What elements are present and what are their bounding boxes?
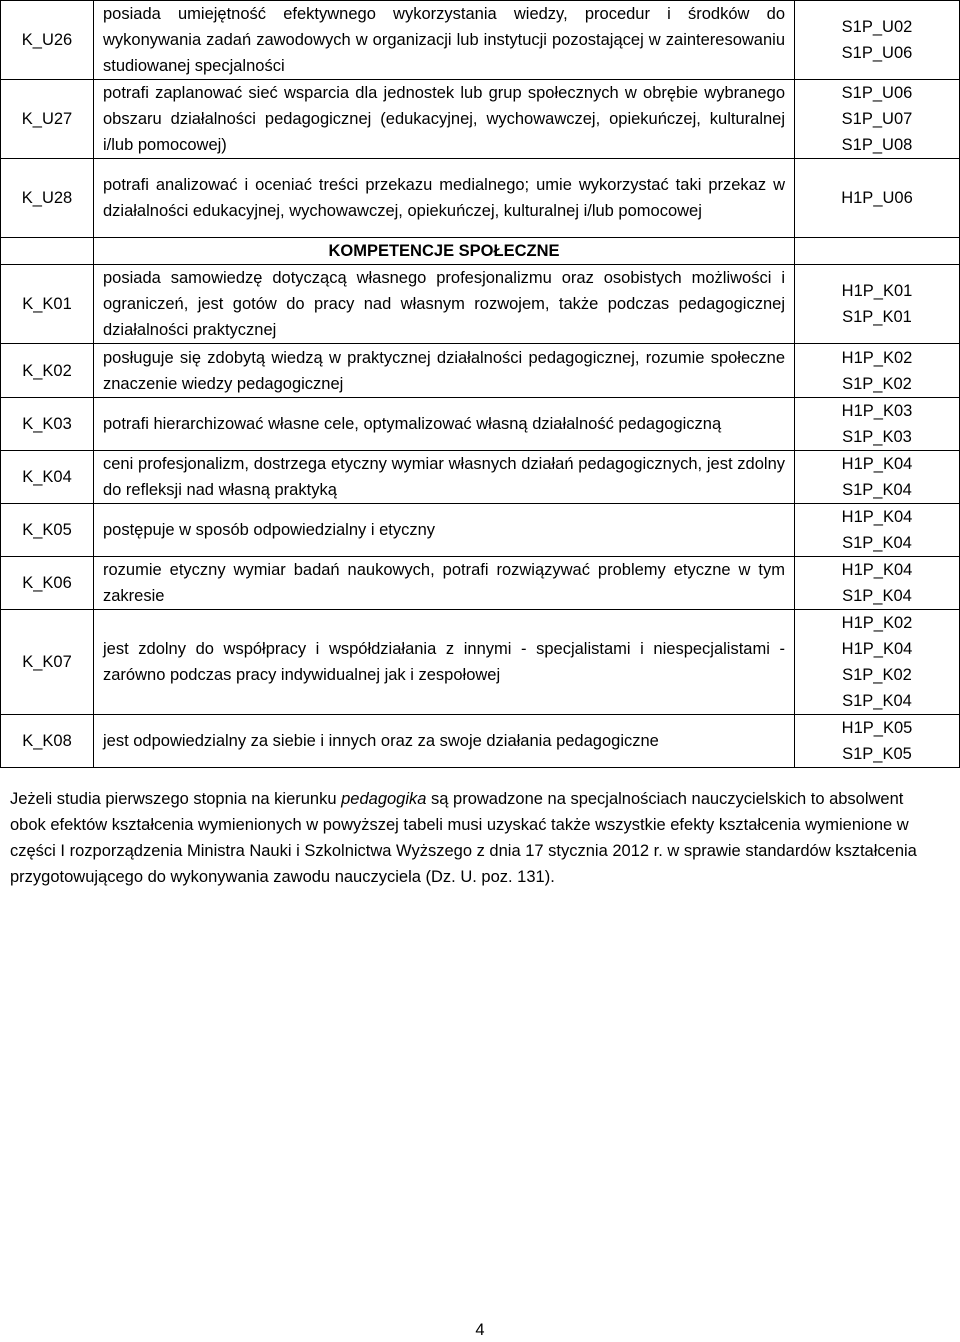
table-row [1,344,960,398]
outcome-description: posiada umiejętność efektywnego wykorzystania wiedzy, procedur i środków do wykonywania zadań zawodowych w organizacji lub instytucji pozostającej w zainteresowaniu studiowanej specjalności [94,1,795,80]
outcome-references [795,557,960,610]
outcome-references [795,610,960,715]
outcome-description: posługuje się zdobytą wiedzą w praktycznej działalności pedagogicznej, rozumie społeczne znaczenie wiedzy pedagogicznej [94,344,795,398]
outcome-description: ceni profesjonalizm, dostrzega etyczny wymiar własnych działań pedagogicznych, jest zdolny do refleksji nad własną praktyką [94,451,795,504]
outcome-code: K_K05 [1,504,94,557]
reference-code: S1P_K02 [842,666,912,684]
table-row [1,1,960,80]
reference-code: H1P_K01 [841,282,913,300]
reference-code: S1P_K03 [842,428,912,446]
outcome-description: potrafi hierarchizować własne cele, optymalizować własną działalność pedagogiczną [94,398,795,451]
note-emphasis: pedagogika [341,790,427,808]
outcome-code: K_K04 [1,451,94,504]
reference-code: S1P_U02 [841,18,913,36]
table-row [1,398,960,451]
note-text-before: Jeżeli studia pierwszego stopnia na kierunku [10,790,342,808]
outcome-references [795,398,960,451]
outcome-description: jest odpowiedzialny za siebie i innych oraz za swoje działania pedagogiczne [94,715,795,768]
reference-code: S1P_K04 [842,692,912,710]
outcome-code: K_U26 [1,1,94,80]
reference-code: S1P_U08 [841,136,913,154]
outcome-code: K_K07 [1,610,94,715]
outcome-code: K_U27 [1,80,94,159]
reference-code: S1P_K04 [842,481,912,499]
table-row [1,159,960,238]
reference-code: S1P_K01 [842,308,912,326]
outcome-description: posiada samowiedzę dotyczącą własnego profesjonalizmu oraz osobistych możliwości i ograniczeń, jest gotów do pracy nad własnym rozwojem, także podczas pedagogicznej działalności praktycznej [94,265,795,344]
table-row [1,265,960,344]
reference-code: H1P_K04 [841,455,913,473]
reference-code: S1P_K05 [842,745,912,763]
outcome-code: K_U28 [1,159,94,238]
outcome-description: potrafi analizować i oceniać treści przekazu medialnego; umie wykorzystać taki przekaz w działalności edukacyjnej, wychowawczej, opiekuńczej, kulturalnej i/lub pomocowej [94,159,795,238]
reference-code: H1P_K04 [841,640,913,658]
outcome-references [795,715,960,768]
outcome-description: jest zdolny do współpracy i współdziałania z innymi - specjalistami i niespecjalistami - zarówno podczas pracy indywidualnej jak i zespołowej [94,610,795,715]
reference-code: H1P_K04 [841,508,913,526]
reference-code: S1P_U07 [841,110,913,128]
reference-code: H1P_U06 [841,189,913,207]
reference-code: S1P_K04 [842,534,912,552]
reference-code: H1P_K02 [841,348,913,367]
reference-code: S1P_K02 [842,374,912,393]
outcome-references [795,344,960,398]
outcome-references [795,159,960,238]
outcome-code: K_K06 [1,557,94,610]
empty-cell [795,238,960,265]
teacher-specialization-note [10,786,940,890]
outcome-code: K_K02 [1,344,94,398]
page-number: 4 [475,1321,485,1339]
table-row [1,557,960,610]
table-row [1,504,960,557]
outcome-references [795,1,960,80]
reference-code: S1P_K04 [842,587,912,605]
outcome-code: K_K01 [1,265,94,344]
empty-cell [1,238,94,265]
reference-code: H1P_K05 [841,719,913,737]
table-body [1,1,960,768]
outcome-references [795,80,960,159]
note-text-after: są prowadzone na specjalnościach nauczycielskich to absolwent obok efektów kształcenia wymienionych w powyższej tabeli musi uzyskać także wszystkie efekty kształcenia wymienione w części I rozporządzenia Ministra Nauki i Szkolnictwa Wyższego z dnia 17 stycznia 2012 r. w sprawie standardów kształcenia przygotowującego do wykonywania zawodu nauczyciela (Dz. U. poz. 131). [10,790,917,886]
outcome-description: rozumie etyczny wymiar badań naukowych, potrafi rozwiązywać problemy etyczne w tym zakresie [94,557,795,610]
table-row [1,715,960,768]
reference-code: S1P_U06 [841,44,913,62]
reference-code: H1P_K03 [841,402,913,420]
table-row [1,610,960,715]
outcome-references [795,451,960,504]
outcome-description: potrafi zaplanować sieć wsparcia dla jednostek lub grup społecznych w obrębie wybranego obszaru działalności pedagogicznej (edukacyjnej, wychowawczej, opiekuńczej, kulturalnej i/lub pomocowej) [94,80,795,159]
section-heading-row [1,238,960,265]
outcome-references [795,504,960,557]
reference-code: S1P_U06 [841,84,913,102]
table-row [1,80,960,159]
table-row [1,451,960,504]
section-heading: KOMPETENCJE SPOŁECZNE [94,238,795,265]
outcome-description: postępuje w sposób odpowiedzialny i etyczny [94,504,795,557]
reference-code: H1P_K02 [841,614,913,632]
outcome-code: K_K03 [1,398,94,451]
outcome-code: K_K08 [1,715,94,768]
outcome-references [795,265,960,344]
reference-code: H1P_K04 [841,561,913,579]
